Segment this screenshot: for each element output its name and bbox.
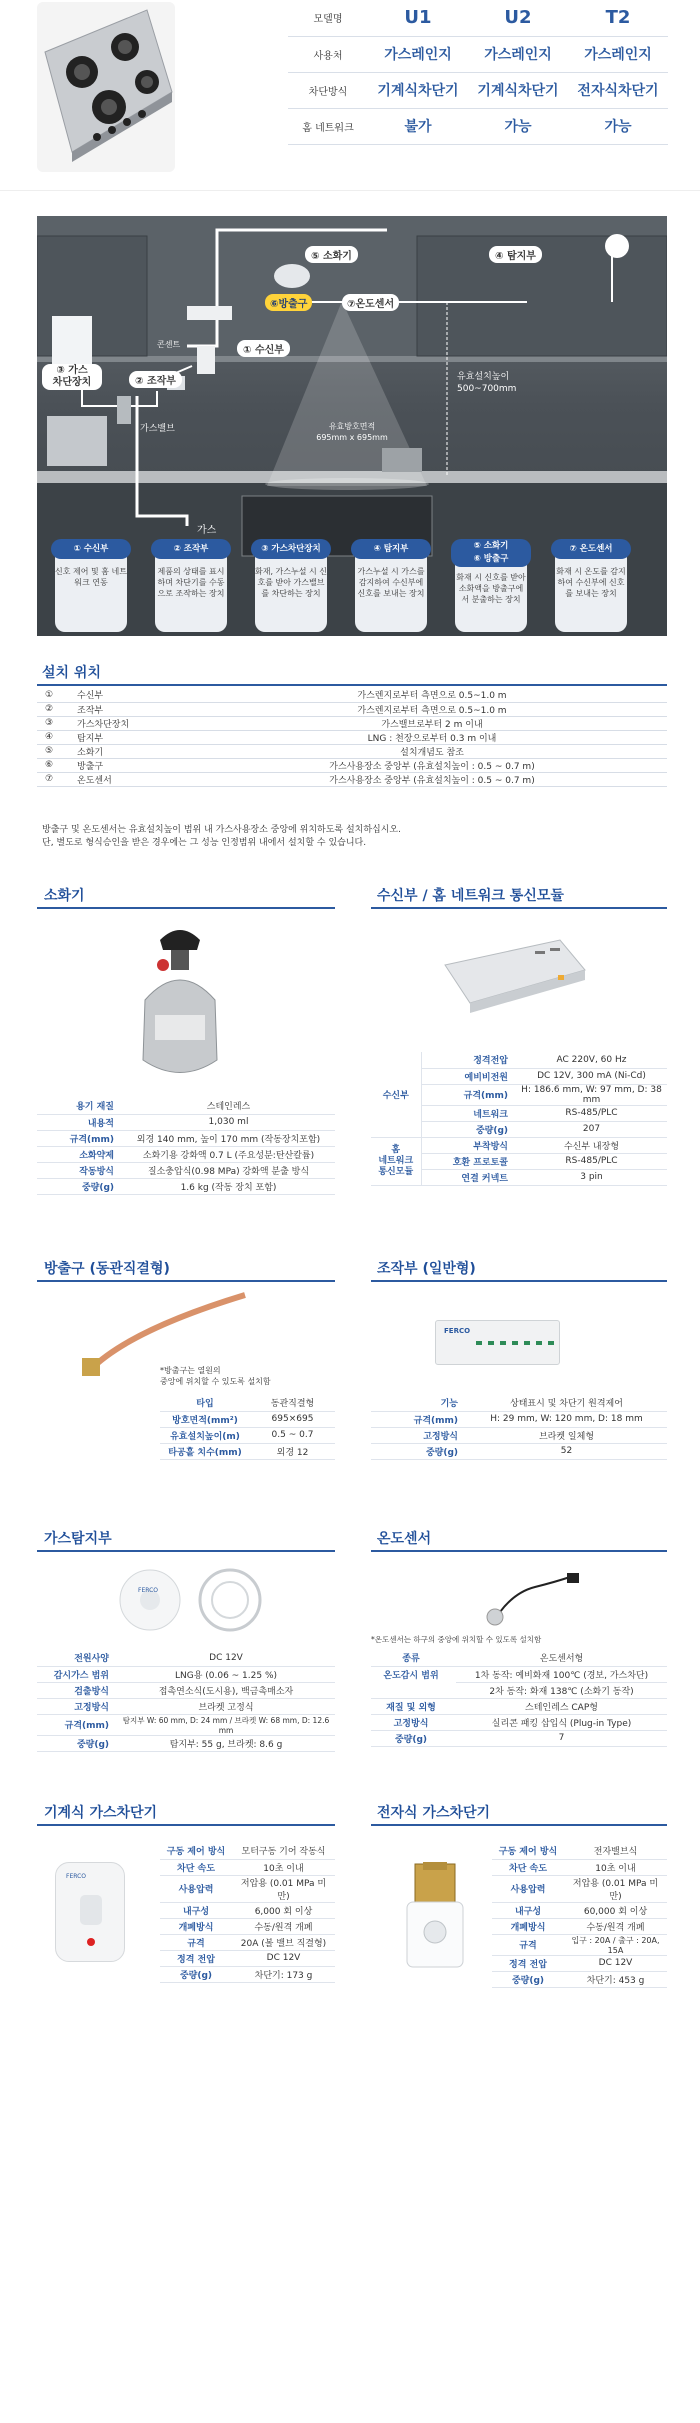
control-divider <box>371 1280 667 1282</box>
label-cutoff: ③ 가스 차단장치 <box>42 364 102 390</box>
location-note-2: 단, 별도로 형식승인을 받은 경우에는 그 성능 인정범위 내에서 설치할 수 있습니다. <box>42 838 367 848</box>
spec-row <box>160 1395 335 1411</box>
spec-value: 탐지부: 55 g, 브라켓: 8.6 g <box>117 1735 335 1751</box>
spec-label: 중량(g) <box>371 1443 466 1459</box>
cell: 가스레인지 <box>368 36 468 72</box>
detector-spec <box>37 1650 335 1752</box>
row-num: ⑦ <box>37 772 77 786</box>
spec-label: 소화약제 <box>37 1146 122 1162</box>
spec-label: 재질 및 외형 <box>371 1698 456 1714</box>
elec-cutoff-image <box>395 1862 475 1972</box>
spec-value: 60,000 회 이상 <box>564 1902 667 1918</box>
spec-value: 저압용 (0.01 MPa 미만) <box>564 1875 667 1902</box>
spec-value: 52 <box>466 1443 667 1459</box>
spec-value: 동관직결형 <box>250 1395 335 1411</box>
mech-led <box>87 1938 95 1946</box>
top-divider <box>0 190 700 191</box>
location-row <box>37 744 667 758</box>
cell: 불가 <box>368 108 468 144</box>
location-title: 설치 위치 <box>42 665 101 681</box>
label-receiver: ① 수신부 <box>237 340 290 357</box>
spec-value: H: 29 mm, W: 120 mm, D: 18 mm <box>466 1411 667 1427</box>
spec-row <box>37 1650 335 1666</box>
cell: 가능 <box>568 108 668 144</box>
temp-note: *온도센서는 하구의 중앙에 위치할 수 있도록 설치함 <box>371 1635 542 1644</box>
spec-row <box>371 1666 667 1682</box>
detector-image <box>110 1565 270 1635</box>
spec-row <box>160 1918 335 1934</box>
spec-value: 스테인레스 <box>122 1098 335 1114</box>
spec-label: 규격(mm) <box>421 1084 516 1105</box>
spec-row <box>37 1735 335 1751</box>
row-name: 탐지부 <box>77 730 197 744</box>
row-label: 홈 네트워크 <box>288 108 368 144</box>
spec-row <box>371 1698 667 1714</box>
spec-value: 상태표시 및 차단기 원격제어 <box>466 1395 667 1411</box>
spec-row <box>160 1902 335 1918</box>
spec-row <box>160 1427 335 1443</box>
spec-value: 수동/원격 개폐 <box>564 1918 667 1934</box>
spec-value: 20A (볼 밸브 직결형) <box>232 1934 335 1950</box>
row-name: 조작부 <box>77 702 197 716</box>
cell: 기계식차단기 <box>368 72 468 108</box>
spec-label: 전원사양 <box>37 1650 117 1666</box>
group-network: 홈 네트워크 통신모듈 <box>371 1137 421 1185</box>
spec-label: 사용압력 <box>492 1875 564 1902</box>
card-text: 제품의 상태를 표시하며 차단기를 수동으로 조작하는 장치 <box>157 567 225 598</box>
spec-row <box>371 1714 667 1730</box>
spec-label: 유효설치높이(m) <box>160 1427 250 1443</box>
card-title: ④ 탐지부 <box>351 539 431 559</box>
spec-label: 중량(g) <box>37 1178 122 1194</box>
spec-row <box>37 1114 335 1130</box>
spec-row <box>37 1698 335 1714</box>
row-desc: 설치개념도 참조 <box>197 744 667 758</box>
spec-label: 작동방식 <box>37 1162 122 1178</box>
spec-value: 1.6 kg (작동 장치 포함) <box>122 1178 335 1194</box>
mech-divider <box>37 1824 335 1826</box>
spec-label: 규격 <box>160 1934 232 1950</box>
row-desc: 가스밸브로부터 2 m 이내 <box>197 716 667 730</box>
detector-title: 가스탐지부 <box>44 1531 112 1547</box>
spec-row <box>371 1411 667 1427</box>
spec-label: 규격(mm) <box>37 1714 117 1735</box>
spec-label: 고정방식 <box>37 1698 117 1714</box>
row-name: 수신부 <box>77 688 197 702</box>
nozzle-note: *방출구는 열원의 중앙에 위치할 수 있도록 설치함 <box>160 1366 271 1386</box>
spec-label: 내구성 <box>492 1902 564 1918</box>
location-divider <box>37 684 667 686</box>
spec-row <box>492 1918 667 1934</box>
spec-row <box>160 1411 335 1427</box>
spec-label: 타공홀 치수(mm) <box>160 1443 250 1459</box>
receiver-title: 수신부 / 홈 네트워크 통신모듈 <box>377 888 564 904</box>
spec-label: 종류 <box>371 1650 456 1666</box>
spec-label: 중량(g) <box>37 1735 117 1751</box>
receiver-divider <box>371 907 667 909</box>
elec-spec <box>492 1843 667 1988</box>
spec-value: 차단기: 453 g <box>564 1971 667 1987</box>
spec-row <box>371 1730 667 1746</box>
row-desc: LNG : 천장으로부터 0.3 m 이내 <box>197 730 667 744</box>
spec-row <box>37 1714 335 1735</box>
spec-label: 중량(g) <box>371 1730 456 1746</box>
model-header-row <box>288 0 668 36</box>
spec-row <box>37 1098 335 1114</box>
spec-row <box>492 1859 667 1875</box>
row-desc: 가스사용장소 중앙부 (유효설치높이 : 0.5 ~ 0.7 m) <box>197 758 667 772</box>
control-spec <box>371 1395 667 1460</box>
spec-row <box>37 1146 335 1162</box>
spec-label: 호환 프로토콜 <box>421 1153 516 1169</box>
spec-label: 규격 <box>492 1934 564 1955</box>
card-title: ③ 가스차단장치 <box>251 539 331 559</box>
card-extinguisher <box>455 541 527 632</box>
spec-value: 스테인레스 CAP형 <box>456 1698 667 1714</box>
spec-value: 외경 140 mm, 높이 170 mm (작동장치포함) <box>122 1130 335 1146</box>
spec-value: 10초 이내 <box>564 1859 667 1875</box>
spec-label: 차단 속도 <box>492 1859 564 1875</box>
mech-spec <box>160 1843 335 1983</box>
spec-label: 기능 <box>371 1395 466 1411</box>
cell: 가스레인지 <box>468 36 568 72</box>
spec-value: 3 pin <box>516 1169 667 1185</box>
spec-value: 7 <box>456 1730 667 1746</box>
group-receiver: 수신부 <box>371 1052 421 1137</box>
spec-row <box>37 1666 335 1682</box>
mech-cutoff-image <box>55 1862 125 1962</box>
receiver-image <box>440 935 590 1015</box>
spec-value: LNG용 (0.06 ~ 1.25 %) <box>117 1666 335 1682</box>
extinguisher-spec <box>37 1098 335 1195</box>
card-title: ② 조작부 <box>151 539 231 559</box>
spec-row <box>371 1650 667 1666</box>
spec-value: 모터구동 기어 작동식 <box>232 1843 335 1859</box>
spec-label: 방호면적(mm²) <box>160 1411 250 1427</box>
spec-label: 정격 전압 <box>492 1955 564 1971</box>
detector-divider <box>37 1550 335 1552</box>
row-num: ⑥ <box>37 758 77 772</box>
control-image <box>435 1320 560 1365</box>
location-table <box>37 688 667 787</box>
label-temp-sensor: ⑦온도센서 <box>342 294 399 311</box>
spec-label: 개폐방식 <box>492 1918 564 1934</box>
spec-value: RS-485/PLC <box>516 1105 667 1121</box>
row-num: ② <box>37 702 77 716</box>
cell: 기계식차단기 <box>468 72 568 108</box>
spec-value: 2차 동작: 화재 138℃ (소화기 동작) <box>456 1682 667 1698</box>
spec-value: 온도센서형 <box>456 1650 667 1666</box>
label-gas: 가스 <box>197 525 217 536</box>
spec-value: 10초 이내 <box>232 1859 335 1875</box>
location-row <box>37 716 667 730</box>
spec-value: 수동/원격 개폐 <box>232 1918 335 1934</box>
spec-label: 구동 제어 방식 <box>160 1843 232 1859</box>
control-title: 조작부 (일반형) <box>377 1261 476 1277</box>
row-name: 방출구 <box>77 758 197 772</box>
spec-value: DC 12V <box>232 1950 335 1966</box>
label-detector: ④ 탐지부 <box>489 246 542 263</box>
spec-label: 차단 속도 <box>160 1859 232 1875</box>
spec-label: 내용적 <box>37 1114 122 1130</box>
spec-value: H: 186.6 mm, W: 97 mm, D: 38 mm <box>516 1084 667 1105</box>
card-cutoff <box>255 544 327 632</box>
spec-value: 외경 12 <box>250 1443 335 1459</box>
row-name: 가스차단장치 <box>77 716 197 730</box>
spec-label: 고정방식 <box>371 1427 466 1443</box>
label-extinguisher: ⑤ 소화기 <box>305 246 358 263</box>
row-name: 소화기 <box>77 744 197 758</box>
card-text: 화재, 가스누설 시 신호를 받아 가스밸브를 차단하는 장치 <box>255 567 327 598</box>
spec-label: 용기 재질 <box>37 1098 122 1114</box>
spec-row <box>371 1395 667 1411</box>
spec-value: 탐지부 W: 60 mm, D: 24 mm / 브라켓 W: 68 mm, D: 12.6 mm <box>117 1714 335 1735</box>
card-control <box>155 544 227 632</box>
location-row <box>37 730 667 744</box>
spec-label: 고정방식 <box>371 1714 456 1730</box>
spec-row <box>492 1875 667 1902</box>
spec-row <box>371 1427 667 1443</box>
spec-label: 감시가스 범위 <box>37 1666 117 1682</box>
spec-value: 수신부 내장형 <box>516 1137 667 1153</box>
model-u1: U1 <box>368 0 468 36</box>
receiver-spec <box>371 1052 667 1186</box>
spec-value: 저압용 (0.01 MPa 미만) <box>232 1875 335 1902</box>
spec-label: 연결 커넥트 <box>421 1169 516 1185</box>
location-row <box>37 772 667 786</box>
spec-row <box>37 1178 335 1194</box>
card-text: 신호 제어 및 홈 네트워크 연동 <box>55 567 127 587</box>
spec-value: 브라켓 일체형 <box>466 1427 667 1443</box>
label-gas-valve: 가스밸브 <box>140 424 175 434</box>
installation-diagram <box>37 216 667 636</box>
cell: 가능 <box>468 108 568 144</box>
spec-label: 타입 <box>160 1395 250 1411</box>
spec-label: 사용압력 <box>160 1875 232 1902</box>
control-led-row <box>476 1341 556 1345</box>
network-row <box>288 108 668 144</box>
spec-value: RS-485/PLC <box>516 1153 667 1169</box>
control-brand: FERCO <box>444 1327 471 1335</box>
card-text: 화재 시 신호를 받아 소화액을 방출구에서 분출하는 장치 <box>456 573 526 604</box>
model-t2: T2 <box>568 0 668 36</box>
spec-row <box>160 1443 335 1459</box>
nozzle-title: 방출구 (동관직결형) <box>44 1261 170 1277</box>
label-area: 유효방호면적 695mm x 695mm <box>316 422 388 442</box>
spec-row <box>160 1875 335 1902</box>
spec-row <box>371 1137 667 1153</box>
location-row <box>37 702 667 716</box>
spec-value: 1차 동작: 예비화재 100℃ (경보, 가스차단) <box>456 1666 667 1682</box>
spec-value: DC 12V <box>564 1955 667 1971</box>
spec-value: 브라켓 고정식 <box>117 1698 335 1714</box>
spec-label: 부착방식 <box>421 1137 516 1153</box>
row-num: ④ <box>37 730 77 744</box>
spec-row <box>160 1843 335 1859</box>
elec-title: 전자식 가스차단기 <box>377 1805 491 1821</box>
row-desc: 가스렌지로부터 측면으로 0.5~1.0 m <box>197 702 667 716</box>
nozzle-divider <box>37 1280 335 1282</box>
spec-label: 네트워크 <box>421 1105 516 1121</box>
temp-sensor-image <box>475 1572 585 1632</box>
elec-divider <box>371 1824 667 1826</box>
spec-value: 소화기용 강화액 0.7 L (주요성분:탄산칼륨) <box>122 1146 335 1162</box>
label-control: ② 조작부 <box>129 371 182 388</box>
row-label: 차단방식 <box>288 72 368 108</box>
spec-label: 규격(mm) <box>371 1411 466 1427</box>
spec-label: 규격(mm) <box>37 1130 122 1146</box>
spec-value: 207 <box>516 1121 667 1137</box>
card-detector <box>355 544 427 632</box>
spec-row <box>492 1934 667 1955</box>
spec-row <box>37 1682 335 1698</box>
extinguisher-title: 소화기 <box>44 888 85 904</box>
spec-row <box>492 1971 667 1987</box>
row-name: 온도센서 <box>77 772 197 786</box>
location-note-1: 방출구 및 온도센서는 유효설치높이 범위 내 가스사용장소 중앙에 위치하도록 설치하십시오. <box>42 825 401 835</box>
usage-row <box>288 36 668 72</box>
spec-value: DC 12V <box>117 1650 335 1666</box>
model-header-label: 모델명 <box>288 0 368 36</box>
mech-brand: FERCO <box>66 1873 87 1880</box>
detector-brand: FERCO <box>138 1587 159 1594</box>
spec-value: 전자밸브식 <box>564 1843 667 1859</box>
cell: 전자식차단기 <box>568 72 668 108</box>
extinguisher-divider <box>37 907 335 909</box>
cutoff-row <box>288 72 668 108</box>
spec-value: 6,000 회 이상 <box>232 1902 335 1918</box>
row-desc: 가스렌지로부터 측면으로 0.5~1.0 m <box>197 688 667 702</box>
spec-value: 질소충압식(0.98 MPa) 강화액 분출 방식 <box>122 1162 335 1178</box>
spec-row <box>492 1955 667 1971</box>
spec-label: 정격전압 <box>421 1052 516 1068</box>
spec-row <box>160 1950 335 1966</box>
spec-row <box>492 1843 667 1859</box>
temp-spec <box>371 1650 667 1747</box>
spec-row <box>37 1162 335 1178</box>
spec-label <box>371 1682 456 1698</box>
mech-button <box>80 1895 102 1925</box>
card-receiver <box>55 544 127 632</box>
card-temp-sensor <box>555 544 627 632</box>
spec-row <box>371 1682 667 1698</box>
spec-row <box>371 1052 667 1068</box>
spec-label: 내구성 <box>160 1902 232 1918</box>
row-num: ⑤ <box>37 744 77 758</box>
label-height: 유효설치높이 500~700mm <box>457 372 517 394</box>
label-console: 콘센트 <box>157 340 181 349</box>
mech-title: 기계식 가스차단기 <box>44 1805 158 1821</box>
spec-label: 정격 전압 <box>160 1950 232 1966</box>
nozzle-spec <box>160 1395 335 1460</box>
model-u2: U2 <box>468 0 568 36</box>
spec-value: 접촉연소식(도시용), 백금촉매소자 <box>117 1682 335 1698</box>
spec-row <box>371 1443 667 1459</box>
spec-label: 중량(g) <box>160 1966 232 1982</box>
spec-row <box>492 1902 667 1918</box>
temp-divider <box>371 1550 667 1552</box>
spec-row <box>160 1966 335 1982</box>
card-text: 화재 시 온도를 감지하여 수신부에 신호를 보내는 장치 <box>556 567 626 598</box>
card-title: ⑤ 소화기 ⑥ 방출구 <box>451 539 531 567</box>
row-label: 사용처 <box>288 36 368 72</box>
card-title: ⑦ 온도센서 <box>551 539 631 559</box>
location-row <box>37 688 667 702</box>
spec-row <box>160 1859 335 1875</box>
model-spec-table <box>288 0 668 145</box>
spec-value: 입구 : 20A / 출구 : 20A, 15A <box>564 1934 667 1955</box>
extinguisher-image <box>125 920 235 1090</box>
row-desc: 가스사용장소 중앙부 (유효설치높이 : 0.5 ~ 0.7 m) <box>197 772 667 786</box>
spec-value: 0.5 ~ 0.7 <box>250 1427 335 1443</box>
spec-value: AC 220V, 60 Hz <box>516 1052 667 1068</box>
spec-label: 검출방식 <box>37 1682 117 1698</box>
cell: 가스레인지 <box>568 36 668 72</box>
spec-value: 실리콘 패킹 삽입식 (Plug-in Type) <box>456 1714 667 1730</box>
spec-value: 차단기: 173 g <box>232 1966 335 1982</box>
spec-label: 개폐방식 <box>160 1918 232 1934</box>
spec-label: 예비비전원 <box>421 1068 516 1084</box>
temp-title: 온도센서 <box>377 1531 432 1547</box>
spec-label: 중량(g) <box>421 1121 516 1137</box>
spec-value: 695×695 <box>250 1411 335 1427</box>
row-num: ① <box>37 688 77 702</box>
spec-value: 1,030 ml <box>122 1114 335 1130</box>
card-title: ① 수신부 <box>51 539 131 559</box>
spec-label: 구동 제어 방식 <box>492 1843 564 1859</box>
gas-stove-image <box>37 2 175 172</box>
spec-row <box>37 1130 335 1146</box>
spec-value: DC 12V, 300 mA (Ni-Cd) <box>516 1068 667 1084</box>
spec-row <box>160 1934 335 1950</box>
location-row <box>37 758 667 772</box>
spec-label: 중량(g) <box>492 1971 564 1987</box>
label-nozzle: ⑥방출구 <box>265 294 312 311</box>
spec-label: 온도감시 범위 <box>383 1670 439 1681</box>
card-text: 가스누설 시 가스를 감지하여 수신부에 신호를 보내는 장치 <box>357 567 425 598</box>
row-num: ③ <box>37 716 77 730</box>
